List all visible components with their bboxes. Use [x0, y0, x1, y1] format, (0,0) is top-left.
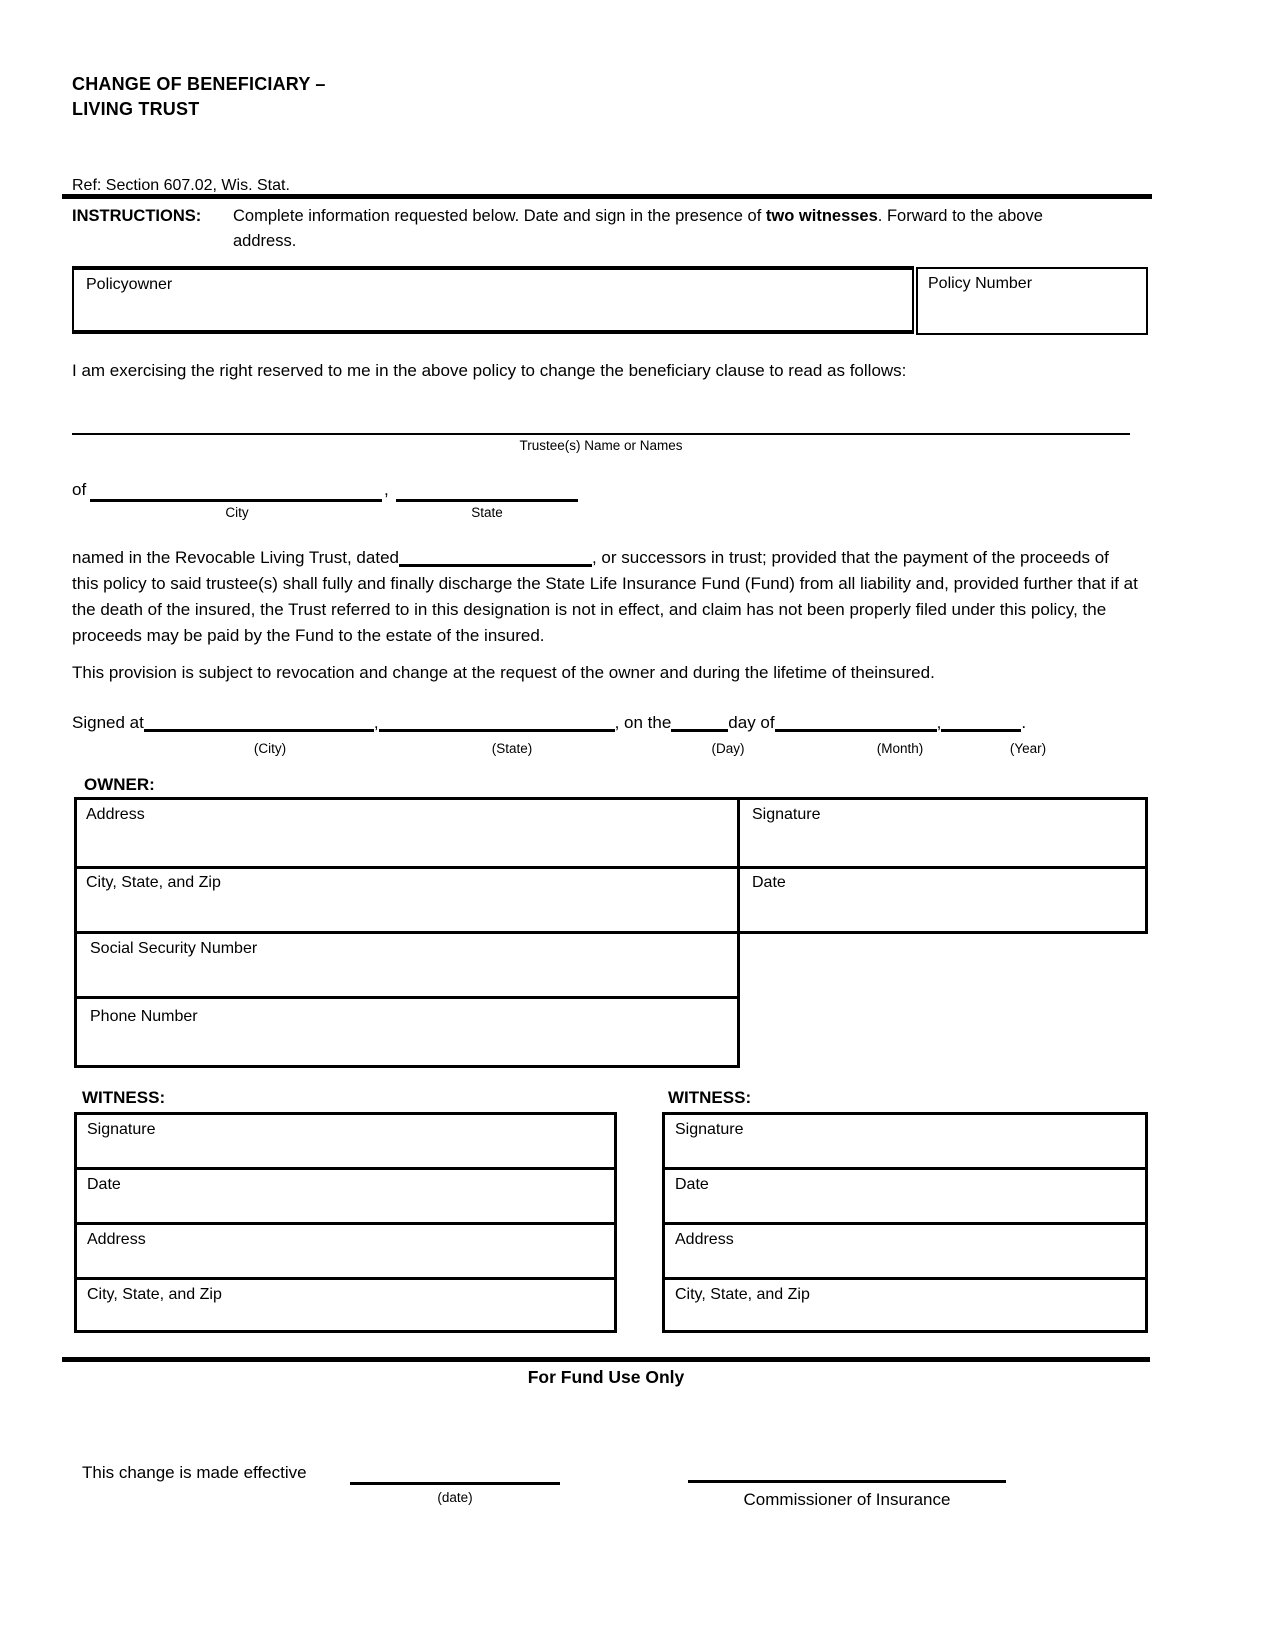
- of-label: of: [72, 480, 87, 499]
- witness2-date-label: Date: [675, 1176, 709, 1193]
- owner-signature-label: Signature: [752, 806, 821, 823]
- fund-use-only-heading: For Fund Use Only: [527, 1367, 685, 1387]
- trust-city-caption: City: [225, 505, 249, 520]
- owner-table-row-divider-3: [74, 996, 740, 999]
- signed-year-caption: (Year): [1009, 741, 1047, 756]
- trust-paragraph-part2: , or successors in trust; provided that the payment of the proceeds of this policy to said trustee(s) shall fully and finally discharge the State Life Insurance Fund (Fund) from all liability and, provided further that if at the death of the insured, the Trust referred to in this designation is not in effect, and claim has not been properly filed under this policy, the proceeds may be paid by the Fund to the estate of the insured.: [72, 548, 1138, 645]
- witness1-city-state-zip-label: City, State, and Zip: [87, 1286, 222, 1303]
- owner-table-bottom-border: [74, 1065, 740, 1068]
- witness1-table: [74, 1112, 617, 1333]
- owner-table-top-border: [74, 797, 1148, 800]
- owner-table-right-border: [1145, 797, 1148, 934]
- witness2-signature-label: Signature: [675, 1121, 744, 1138]
- owner-date-label: Date: [752, 874, 786, 891]
- signed-at-label: Signed at: [72, 713, 144, 732]
- owner-table-row-divider-1: [74, 866, 1148, 869]
- witness1-signature-label: Signature: [87, 1121, 156, 1138]
- owner-table-left-border: [74, 797, 77, 1068]
- ref-statute-line: Ref: Section 607.02, Wis. Stat.: [72, 177, 290, 194]
- signed-city-caption: (City): [253, 741, 287, 756]
- commissioner-caption: Commissioner of Insurance: [743, 1490, 951, 1509]
- instructions-text: [233, 204, 1138, 254]
- owner-table: [74, 797, 1148, 1068]
- witness2-table: [662, 1112, 1148, 1333]
- trust-paragraph-part1: named in the Revocable Living Trust, dated: [72, 548, 399, 567]
- witness2-row-divider-1: [665, 1167, 1145, 1170]
- policyowner-label: Policyowner: [86, 276, 173, 293]
- trustee-caption: Trustee(s) Name or Names: [519, 438, 683, 453]
- signed-comma2: ,: [936, 713, 942, 732]
- fund-section-divider-rule: [62, 1357, 1150, 1362]
- signed-comma1: ,: [373, 713, 379, 732]
- witness1-row-divider-1: [77, 1167, 614, 1170]
- witness1-heading: WITNESS:: [82, 1088, 166, 1107]
- owner-phone-label: Phone Number: [90, 1008, 198, 1025]
- commissioner-signature-line: [688, 1480, 1006, 1483]
- witness2-row-divider-3: [665, 1277, 1145, 1280]
- owner-ssn-label: Social Security Number: [90, 940, 258, 957]
- effective-date-caption: (date): [437, 1490, 473, 1505]
- provision-text: This provision is subject to revocation and change at the request of the owner and during the lifetime of theinsured.: [72, 663, 935, 682]
- witness2-heading: WITNESS:: [668, 1088, 752, 1107]
- signed-state-caption: (State): [491, 741, 533, 756]
- witness2-city-state-zip-label: City, State, and Zip: [675, 1286, 810, 1303]
- form-title-line2: LIVING TRUST: [72, 99, 200, 119]
- signed-month-blank-line: [775, 715, 937, 732]
- witness2-row-divider-2: [665, 1222, 1145, 1225]
- witness1-date-label: Date: [87, 1176, 121, 1193]
- signed-at-row: [72, 711, 1026, 735]
- owner-heading: OWNER:: [84, 775, 155, 794]
- signed-day-blank-line: [671, 715, 728, 732]
- signed-year-blank-line: [941, 715, 1021, 732]
- trust-date-blank-line: [399, 550, 592, 567]
- form-title-line1: CHANGE OF BENEFICIARY –: [72, 74, 326, 94]
- signed-city-blank-line: [144, 715, 374, 732]
- signed-day-caption: (Day): [711, 741, 745, 756]
- instructions-text-part2: . Forward to the above: [877, 207, 1043, 225]
- policyowner-box: [72, 266, 914, 334]
- signed-state-blank-line: [379, 715, 615, 732]
- signed-on-the-label: , on the: [614, 713, 672, 732]
- owner-table-row-divider-2: [74, 931, 1148, 934]
- trustee-name-blank-line: [72, 433, 1130, 435]
- instructions-label: INSTRUCTIONS:: [72, 207, 202, 225]
- policy-number-box: [916, 267, 1148, 335]
- owner-table-column-divider: [737, 797, 740, 1068]
- witness2-address-label: Address: [675, 1231, 734, 1248]
- witness1-row-divider-3: [77, 1277, 614, 1280]
- owner-city-state-zip-label: City, State, and Zip: [86, 874, 221, 891]
- trust-state-caption: State: [471, 505, 503, 520]
- trust-paragraph: [72, 545, 1140, 649]
- trust-city-blank-line: [90, 499, 382, 502]
- instructions-text-part1: Complete information requested below. Date and sign in the presence of: [233, 207, 766, 225]
- instructions-text-bold: two witnesses: [765, 207, 878, 225]
- effective-date-label: This change is made effective: [82, 1463, 307, 1482]
- signed-period: .: [1021, 713, 1027, 732]
- effective-date-blank-line: [350, 1482, 560, 1485]
- signed-day-of-label: day of: [728, 713, 775, 732]
- witness1-address-label: Address: [87, 1231, 146, 1248]
- exercising-right-text: I am exercising the right reserved to me in the above policy to change the beneficiary clause to read as follows:: [72, 361, 907, 380]
- header-divider-rule: [62, 194, 1152, 199]
- signed-month-caption: (Month): [876, 741, 924, 756]
- of-comma: ,: [384, 480, 389, 499]
- owner-address-label: Address: [86, 806, 145, 823]
- witness1-row-divider-2: [77, 1222, 614, 1225]
- policy-number-label: Policy Number: [928, 275, 1033, 292]
- instructions-text-line2: address.: [233, 232, 297, 250]
- trust-state-blank-line: [396, 499, 578, 502]
